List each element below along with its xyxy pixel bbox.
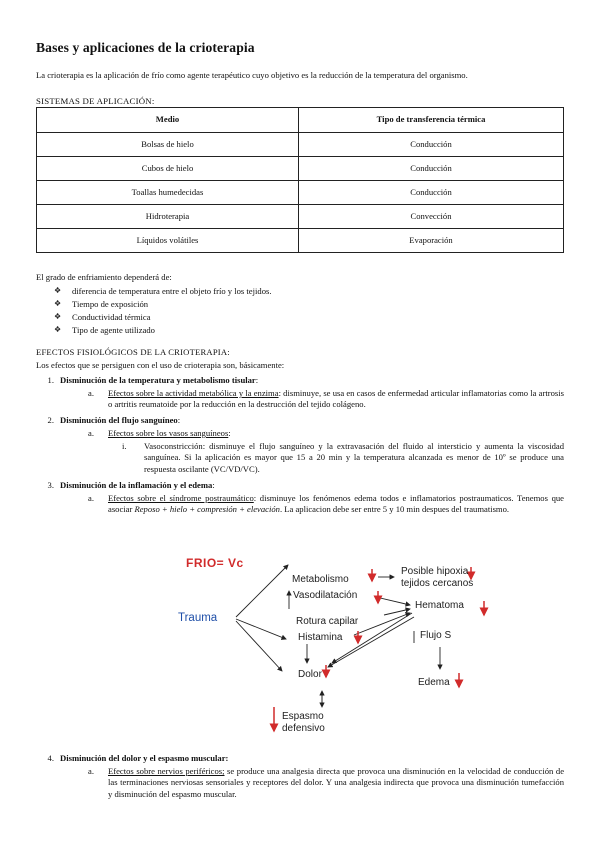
diamond-bullet-icon: ❖ <box>54 299 62 309</box>
item-underlined: Efectos sobre la actividad metabólica y la enzima <box>108 388 279 398</box>
table-header-row <box>37 108 564 133</box>
list-item <box>54 285 272 298</box>
edema-label: Edema <box>418 677 450 688</box>
section-title-suffix: : <box>177 415 181 425</box>
section-number: 2. <box>47 415 54 425</box>
section-title: Disminución de la temperatura y metabolismo tisular <box>60 375 256 385</box>
table-cell-tipo: Conducción <box>299 133 564 157</box>
item-underlined: Efectos sobre los vasos sanguíneos <box>108 428 229 438</box>
trauma-label: Trauma <box>178 612 218 624</box>
section-title: Disminución del flujo sanguíneo <box>60 415 178 425</box>
section-title: Disminución del dolor y el espasmo muscular: <box>60 753 229 763</box>
item-text: : disminuye, se usa en casos de enfermedad articular inflamatorias como la artrosis o artritis reumatoide por la reducción en la destrucción del tejido colágeno. <box>108 388 564 410</box>
section-4-item-a <box>88 766 565 800</box>
item-text: : <box>228 428 231 438</box>
efectos-heading: EFECTOS FISIOLÓGICOS DE LA CRIOTERAPIA: <box>36 347 230 357</box>
page-title: Bases y aplicaciones de la crioterapia <box>36 40 255 55</box>
section-3-heading <box>36 480 564 491</box>
factor-text: Tipo de agente utilizado <box>72 324 155 335</box>
item-text: : disminuye los fenómenos edema todos e inflamatorios postraumaticos. Tenemos que asociar <box>108 493 564 515</box>
vasodilatacion-label: Vasodilatación <box>293 590 358 601</box>
item-letter: a. <box>88 388 94 398</box>
list-item <box>54 311 272 324</box>
dolor-label: Dolor <box>298 669 322 680</box>
table-cell-medio: Toallas humedecidas <box>37 181 299 205</box>
item-letter: a. <box>88 428 94 438</box>
section-title-suffix: : <box>255 375 259 385</box>
factor-text: diferencia de temperatura entre el objeto frío y los tejidos. <box>72 285 272 296</box>
table-header-medio: Medio <box>37 108 299 133</box>
intro-paragraph: La crioterapia es la aplicación de frío como agente terapéutico cuyo objetivo es la reducción de la temperatura del organismo. <box>36 70 468 80</box>
item-text: . La aplicacion debe ser entre 5 y 10 min despues del traumatismo. <box>279 504 510 515</box>
table-row <box>37 181 564 205</box>
metabolismo-label: Metabolismo <box>292 574 349 585</box>
table-row <box>37 157 564 181</box>
factor-text: Conductividad térmica <box>72 311 151 322</box>
inflammation-diagram <box>132 547 512 745</box>
rotura-capilar-label: Rotura capilar <box>296 616 359 627</box>
item-roman: i. <box>122 441 127 451</box>
item-underlined: Efectos sobre nervios periféricos; <box>108 766 225 776</box>
table-cell-medio: Bolsas de hielo <box>37 133 299 157</box>
item-text: Vasoconstricción: disminuye el flujo sanguíneo y la extravasación del fluido al intersticio y aumenta la viscosidad sanguínea. Si la aplicación es mayor que 15 a 20 min y la temperatura alcanzada es menor de 10º se produce una respuesta oscilante (VC/VD/VC). <box>144 441 564 474</box>
hipoxia-label-1: Posible hipoxia <box>401 566 469 577</box>
section-1-item-a <box>88 388 564 411</box>
application-methods-table <box>36 107 564 253</box>
table-cell-tipo: Convección <box>299 205 564 229</box>
sistemas-heading: SISTEMAS DE APLICACIÓN: <box>36 96 155 106</box>
item-letter: a. <box>88 766 94 776</box>
frio-label: FRIO= Vc <box>186 556 244 570</box>
item-italic: Reposo + hielo + compresión + elevación <box>134 504 280 515</box>
flujo-label: Flujo S <box>420 630 452 641</box>
section-2-item-i <box>122 441 564 475</box>
section-2-item-a <box>88 428 564 439</box>
diamond-bullet-icon: ❖ <box>54 325 62 335</box>
table-row <box>37 133 564 157</box>
table-row <box>37 205 564 229</box>
factors-list <box>54 285 272 337</box>
table-cell-medio: Líquidos volátiles <box>37 229 299 253</box>
diamond-bullet-icon: ❖ <box>54 286 62 296</box>
table-cell-medio: Cubos de hielo <box>37 157 299 181</box>
section-title-suffix: : <box>212 480 215 490</box>
espasmo-label-1: Espasmo <box>282 711 324 722</box>
list-item <box>54 298 272 311</box>
diamond-bullet-icon: ❖ <box>54 312 62 322</box>
section-3-item-a <box>88 493 564 516</box>
efectos-intro: Los efectos que se persiguen con el uso de crioterapia son, básicamente: <box>36 360 285 370</box>
histamina-label: Histamina <box>298 632 343 643</box>
section-number: 1. <box>47 375 54 385</box>
item-underlined: Efectos sobre el síndrome postraumático <box>108 493 254 503</box>
section-number: 3. <box>47 480 54 490</box>
table-row <box>37 229 564 253</box>
section-2-heading <box>36 415 564 426</box>
table-header-tipo: Tipo de transferencia térmica <box>299 108 564 133</box>
hematoma-label: Hematoma <box>415 600 464 611</box>
table-cell-tipo: Conducción <box>299 157 564 181</box>
table-cell-tipo: Conducción <box>299 181 564 205</box>
table-cell-medio: Hidroterapia <box>37 205 299 229</box>
espasmo-label-2: defensivo <box>282 723 325 734</box>
section-1-heading <box>36 375 564 386</box>
list-item <box>54 324 272 337</box>
item-text: se produce una analgesia directa que provoca una disminución en la velocidad de conducción de las terminaciones nerviosas sensoriales y receptores del dolor. Y una analgesia indirecta que provoca una disminución tumefacción y disminución del espasmo muscular. <box>108 766 565 799</box>
hipoxia-label-2: tejidos cercanos <box>401 578 474 589</box>
section-4-heading <box>36 753 564 764</box>
section-title: Disminución de la inflamación y el edema <box>60 480 213 490</box>
table-cell-tipo: Evaporación <box>299 229 564 253</box>
grado-text: El grado de enfriamiento dependerá de: <box>36 272 172 282</box>
factor-text: Tiempo de exposición <box>72 298 149 309</box>
section-number: 4. <box>47 753 54 763</box>
item-letter: a. <box>88 493 94 503</box>
